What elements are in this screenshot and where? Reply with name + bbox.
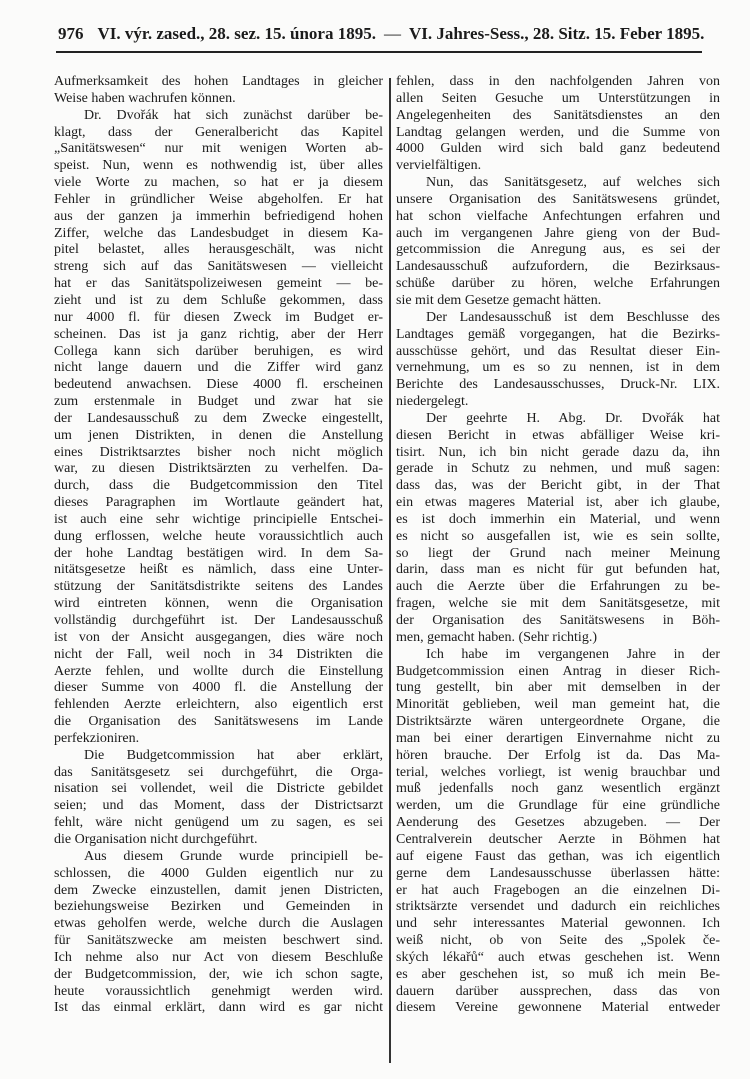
text-line: tung gestellt, bin aber mit demselben in der (396, 680, 720, 696)
paragraph (396, 175, 720, 310)
text-line: Landtag gelangen werden, und die Summe von (396, 124, 720, 140)
text-line: für Sanitätszwecke am meisten beschwert sind. (54, 933, 383, 949)
text-line: dieses Paragraphen im Wortlaute geändert hat, (54, 495, 383, 511)
text-line: speist. Nun, wenn es nothwendig ist, über alles (54, 158, 383, 174)
text-line: etwas geholfen werde, welche durch die Auslagen (54, 916, 383, 932)
text-line: striktsärzte versendet und dadurch ein reichliches (396, 899, 720, 915)
text-line: Dr. Dvořák hat sich zunächst darüber be- (84, 107, 383, 123)
text-line: Aenderung des Gesetzes abzugeben. — Der (396, 815, 720, 831)
text-line: vernehmung, um es so zu nennen, ist in dem (396, 360, 720, 376)
text-line: ist auch eine sehr wichtige principielle Entschei- (54, 511, 383, 527)
text-line: hören brauche. Der Erfolg ist da. Das Ma- (396, 747, 720, 763)
text-line: auf eigene Faust das gethan, was ich eigentlich (396, 848, 720, 864)
page-number: 976 (58, 24, 84, 43)
text-line: ein etwas mageres Material ist, aber ich glaube, (396, 495, 720, 511)
paragraph (54, 849, 383, 1017)
text-line: durch, dass die Budgetcommission den Titel (54, 478, 383, 494)
text-line: Centralverein deutscher Aerzte in Böhmen hat (396, 831, 720, 847)
text-line: Aerzte fehlen, und wollte durch die Einstellung (54, 663, 383, 679)
paragraph (396, 411, 720, 647)
text-line: perfekzioniren. (54, 730, 140, 746)
text-line: bedeutend anwachsen. Diese 4000 fl. erscheinen (54, 377, 383, 393)
text-line: Distriktsärzte wären untergeordnete Organe, die (396, 714, 720, 730)
text-line: der Organisation des Sanitätswesens in Böh- (396, 613, 720, 628)
text-line: ist von der Ansicht ausgegangen, dies wäre noch (54, 629, 383, 645)
paragraph (396, 74, 720, 175)
text-line: vervielfältigen. (396, 158, 482, 174)
text-line: Ziffer, welche das Landesbudget in diesem Ka- (54, 225, 383, 241)
text-line: stützung der Sanitätsdistrikte seitens des Landes (54, 579, 383, 595)
text-line: Nun, das Sanitätsgesetz, auf welches sich (426, 175, 720, 191)
text-line: so liegt der Grund nach meiner Meinung (396, 545, 720, 561)
text-line: Budgetcommission einen Antrag in dieser Rich- (396, 663, 720, 679)
text-line: Angelegenheiten des Sanitätsdienstes an den (396, 107, 720, 123)
text-line: Der geehrte H. Abg. Dr. Dvořák hat (426, 410, 720, 426)
text-line: heute voraussichtlich genehmigt werden wird. (54, 983, 383, 999)
text-line: fehlt, wäre nicht genügend um zu sagen, es sei (54, 815, 383, 831)
text-line: viele Worte zu machen, so hat er ja diesem (54, 175, 383, 191)
text-line: Landtages gemäß vorgegangen, hat die Bezirks- (396, 326, 720, 342)
text-line: aus der ganzen ja immerhin befriedigend hohen (54, 208, 383, 224)
text-line: Ich nehme also nur Act von diesem Beschluße (54, 949, 383, 965)
text-line: eines Distriktsarztes bisher noch nicht möglich (54, 444, 383, 460)
text-line: getcommission die Anregung aus, es sei der (396, 242, 720, 258)
text-line: der Landesausschuß zu dem Zwecke eingestellt, (54, 410, 383, 426)
text-line: das Sanitätsgesetz sei durchgeführt, die Orga- (54, 764, 383, 780)
text-line: wird eintreten können, wenn die Organisation (54, 596, 383, 612)
text-line: Weise haben wachrufen können. (54, 90, 236, 106)
text-line: dung erflossen, welche heute voraussichtlich auch (54, 528, 383, 544)
text-line: seien; und das Moment, dass der Districtsarzt (54, 798, 383, 814)
text-line: nisation sei vollendet, weil die Districte gebildet (54, 781, 383, 797)
text-line: fehlenden Aerzte erleichtern, also eigentlich erst (54, 697, 383, 713)
text-line: men, gemacht haben. (Sehr richtig.) (396, 629, 597, 645)
text-line: pitel belastet, alles herausgeschält, was nicht (54, 242, 383, 258)
text-line: muß jedenfalls noch ganz wesentlich ergänzt (396, 781, 720, 797)
text-line: gerne dem Landesausschusse überlassen hätte: (396, 865, 720, 881)
text-line: der hohe Landtag bestätigen wird. In dem Sa- (54, 545, 383, 561)
text-line: hat schon vielfache Anfechtungen erfahren und (396, 208, 720, 224)
text-line: dass das, was der Bericht gibt, in der That (396, 478, 720, 494)
paragraph (396, 310, 720, 411)
paragraph (54, 74, 383, 108)
text-line: tisirt. Nun, ich bin nicht gerade dazu da, ihn (396, 444, 720, 460)
header-separator: — (383, 24, 401, 43)
paragraph (54, 748, 383, 849)
text-line: Minorität geblieben, weil man gemeint hat, die (396, 697, 720, 713)
text-line: schlossen, die 4000 Gulden eigentlich nur zu (54, 865, 383, 881)
text-line: fehlen, dass in den nachfolgenden Jahren von (396, 74, 720, 89)
text-line: es aber geschehen ist, so muß ich mein Be- (396, 966, 720, 982)
text-line: scheinen. Das ist ja ganz richtig, aber der Herr (54, 326, 383, 342)
text-line: Aus diesem Grunde wurde principiell be- (84, 848, 383, 864)
text-line: beziehungsweise Bezirken und Gemeinden in (54, 899, 383, 915)
text-line: und sehr interessantes Material gewonnen. Ich (396, 916, 720, 932)
text-line: weiß nicht, ob von Seite des „Spolek če- (396, 933, 720, 949)
right-column (396, 74, 720, 1017)
text-line: Aufmerksamkeit des hohen Landtages in gleicher (54, 74, 383, 89)
text-line: war, zu diesen Distriktsärzten zu verhelfen. Da- (54, 461, 383, 477)
text-line: nitätsgesetze heißt es nämlich, dass eine Unter- (54, 562, 383, 578)
text-line: nicht lange dauern und die Ziffer wird ganz (54, 360, 383, 376)
text-line: vollständig durchgeführt ist. Der Landesausschuß (54, 613, 383, 628)
text-line: „Sanitätswesen“ nur mit wenigen Worten ab- (54, 141, 383, 157)
text-line: terial, welches vorliegt, ist wenig brauchbar und (396, 764, 720, 780)
text-line: der Budgetcommission, der, wie ich schon sagte, (54, 966, 383, 982)
text-line: dem Zwecke einzustellen, damit jenen Districten, (54, 882, 383, 898)
text-line: sie mit dem Gesetze gemacht hätten. (396, 292, 602, 308)
text-line: um jenen Distrikten, in denen die Anstellung (54, 427, 383, 443)
text-line: zieht und ist zu dem Schluße gekommen, dass (54, 292, 383, 308)
header-german: VI. Jahres-Sess., 28. Sitz. 15. Feber 1895. (408, 24, 705, 43)
text-line: allen Seiten Gesuche um Unterstützungen in (396, 90, 720, 106)
text-line: klagt, dass der Generalbericht das Kapitel (54, 124, 383, 140)
text-line: gerade in Schutz zu nehmen, und muß sagen: (396, 461, 720, 477)
paragraph (54, 108, 383, 748)
text-line: Collega kann sich darüber beruhigen, es wird (54, 343, 383, 359)
text-line: unsere Organisation des Sanitätswesens gründet, (396, 191, 720, 207)
text-line: man bei einer derartigen Einvernahme nicht zu (396, 730, 720, 746)
text-line: schüße darüber zu hören, welche Erfahrungen (396, 276, 720, 292)
text-line: die Organisation nicht durchgeführt. (54, 831, 258, 847)
text-line: niedergelegt. (396, 394, 469, 410)
header-rule (56, 51, 702, 53)
text-line: Ich habe im vergangenen Jahre in der (426, 646, 720, 662)
text-line: diesen Bericht in etwas abfälliger Weise kri- (396, 427, 720, 443)
text-line: dieser Summe von 4000 fl. die Anstellung der (54, 680, 383, 696)
text-line: Fehler in gründlicher Weise abgeholfen. Er hat (54, 191, 383, 207)
text-line: es nicht so ausgefallen ist, wie es sein sollte, (396, 528, 720, 544)
text-line: nur 4000 fl. für diesen Zweck im Budget er- (54, 309, 383, 325)
text-line: Die Budgetcommission hat aber erklärt, (84, 747, 383, 763)
text-line: zum erstenmale in Budget und zwar hat sie (54, 394, 383, 410)
text-line: Landesausschuß aufzufordern, die Bezirksaus- (396, 259, 720, 275)
text-line: es ist doch immerhin ein Material, und wenn (396, 511, 720, 527)
text-line: fragen, welche sie mit dem Sanitätsgesetze, mit (396, 596, 720, 612)
text-line: streng sich auf das Sanitätswesen — vielleicht (54, 259, 383, 275)
left-column (54, 74, 383, 1017)
text-line: darin, dass man es nicht für gut befunden hat, (396, 562, 720, 578)
text-line: dauern darüber aussprechen, dass das von (396, 983, 720, 999)
text-line: die Organisation des Sanitätswesens im Lande (54, 714, 383, 730)
text-line: ausschüsse gehört, und das Resultat dieser Ein- (396, 343, 720, 359)
column-divider (389, 78, 391, 1063)
text-line: 4000 Gulden wird sich bald ganz bedeutend (396, 141, 720, 157)
text-line: auch im vergangenen Jahre gieng von der Bud- (396, 225, 720, 241)
text-line: er hat auch Fragebogen an die einzelnen Di- (396, 882, 720, 898)
paragraph (396, 647, 720, 1018)
text-line: ských lékařů“ auch etwas geschehen ist. Wenn (396, 949, 720, 965)
text-line: werden, um die Grundlage für eine gründliche (396, 798, 720, 814)
text-line: Berichte des Landesausschusses, Druck-Nr. LIX. (396, 377, 720, 393)
text-line: nicht der Fall, weil noch in 34 Distrikten die (54, 646, 383, 662)
text-line: Der Landesausschuß ist dem Beschlusse des (426, 309, 720, 325)
text-line: Ist das einmal erklärt, dann wird es gar nicht (54, 1000, 383, 1016)
text-line: diesem Vereine gewonnene Material entweder (396, 1000, 720, 1016)
text-line: auch die Aerzte über die Erfahrungen zu be- (396, 579, 720, 595)
text-line: hat er das Sanitätspolizeiwesen gemeint — be- (54, 276, 383, 292)
header-czech: VI. výr. zased., 28. sez. 15. února 1895. (97, 24, 376, 43)
running-header (58, 24, 705, 48)
